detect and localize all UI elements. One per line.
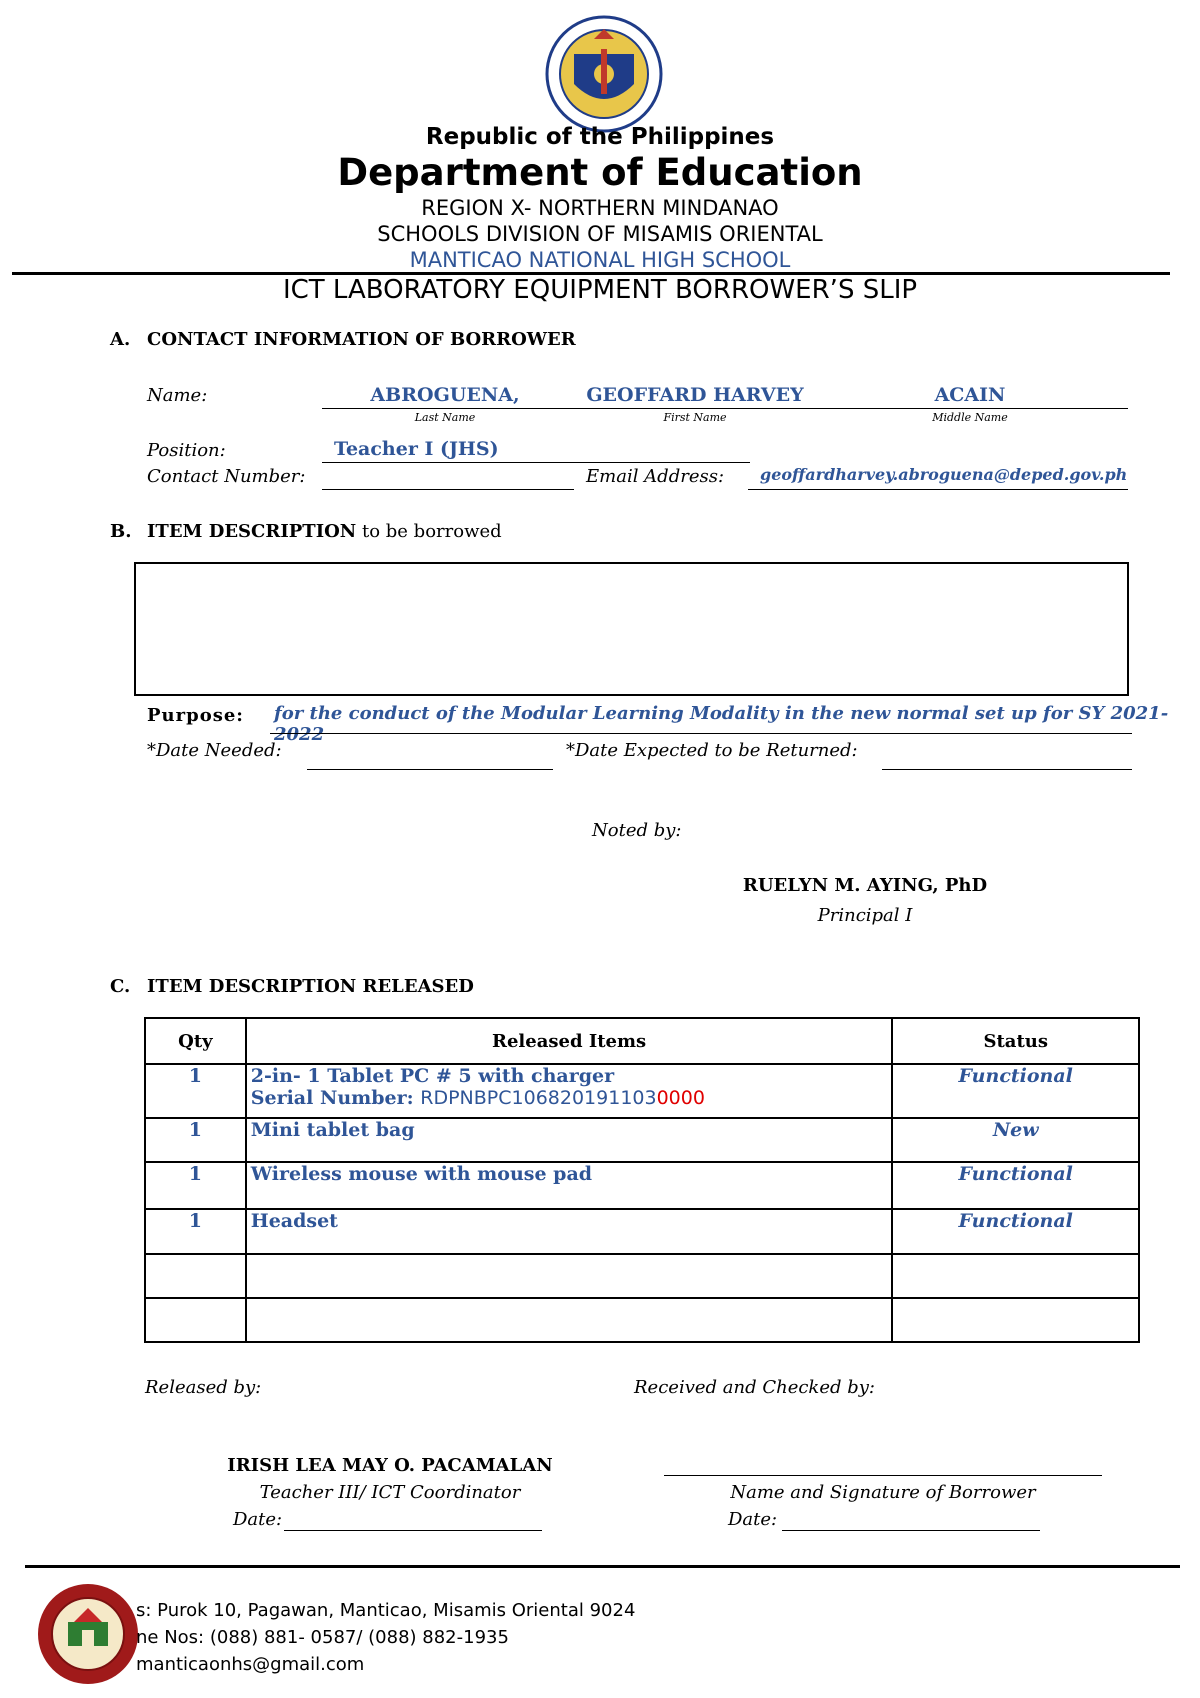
contact-line — [322, 489, 574, 490]
released-by-label: Released by: — [145, 1377, 262, 1398]
released-items-table — [144, 1017, 1140, 1343]
row-qty: 1 — [145, 1162, 246, 1209]
borrower-signature-line — [664, 1475, 1102, 1476]
footer-email: manticaonhs@gmail.com — [136, 1654, 365, 1675]
date-returned-line — [882, 769, 1132, 770]
table-row-empty — [145, 1298, 1139, 1342]
table-row — [145, 1118, 1139, 1162]
row-item-name: 2-in- 1 Tablet PC # 5 with charger — [250, 1065, 615, 1087]
section-b-title-bold: ITEM DESCRIPTION — [147, 521, 357, 542]
serial-label: Serial Number: — [250, 1087, 414, 1109]
footer-address: s: Purok 10, Pagawan, Manticao, Misamis Oriental 9024 — [136, 1600, 636, 1621]
date-needed-label: *Date Needed: — [147, 740, 282, 761]
purpose-line — [270, 733, 1132, 734]
school-seal — [36, 1582, 140, 1686]
last-name-caption: Last Name — [414, 411, 476, 424]
table-row — [145, 1162, 1139, 1209]
date-returned-label: *Date Expected to be Returned: — [566, 740, 858, 761]
middle-name-value: ACAIN — [934, 384, 1006, 406]
section-a-title: CONTACT INFORMATION OF BORROWER — [147, 329, 576, 350]
row-item — [246, 1064, 893, 1118]
row-qty: 1 — [145, 1118, 246, 1162]
serial-suffix: 0000 — [656, 1087, 705, 1109]
section-b-letter: B. — [110, 521, 132, 542]
serial-number — [251, 1087, 888, 1109]
row-item: Headset — [246, 1209, 893, 1254]
footer-phone: ne Nos: (088) 881- 0587/ (088) 882-1935 — [136, 1627, 509, 1648]
name-label: Name: — [147, 385, 208, 406]
table-row — [145, 1064, 1139, 1118]
email-value: geoffardharvey.abroguena@deped.gov.ph — [760, 465, 1128, 484]
releaser-position: Teacher III/ ICT Coordinator — [259, 1482, 521, 1503]
header-division: SCHOOLS DIVISION OF MISAMIS ORIENTAL — [377, 222, 823, 246]
section-c-letter: C. — [110, 976, 131, 997]
releaser-date-line — [284, 1530, 542, 1531]
noted-by-label: Noted by: — [592, 820, 682, 841]
deped-seal — [544, 14, 664, 134]
row-item: Wireless mouse with mouse pad — [246, 1162, 893, 1209]
row-status: Functional — [892, 1162, 1139, 1209]
position-value: Teacher I (JHS) — [334, 438, 499, 460]
received-label: Received and Checked by: — [634, 1377, 875, 1398]
borrower-date-label: Date: — [728, 1509, 778, 1530]
section-a-letter: A. — [110, 329, 131, 350]
row-status: Functional — [892, 1209, 1139, 1254]
purpose-label: Purpose: — [147, 705, 244, 726]
first-name-caption: First Name — [663, 411, 727, 424]
header-republic: Republic of the Philippines — [425, 124, 775, 150]
purpose-value: for the conduct of the Modular Learning Modality in the new normal set up for SY 2021-2022 — [274, 703, 1169, 745]
section-c-title: ITEM DESCRIPTION RELEASED — [147, 976, 474, 997]
header-region: REGION X- NORTHERN MINDANAO — [421, 196, 779, 220]
email-line — [748, 489, 1128, 490]
header-department: Department of Education — [337, 151, 863, 194]
row-qty: 1 — [145, 1209, 246, 1254]
noted-name: RUELYN M. AYING, PhD — [742, 875, 988, 896]
footer-rule — [25, 1565, 1180, 1568]
section-b-title — [147, 521, 502, 542]
table-row-empty — [145, 1254, 1139, 1298]
releaser-date-label: Date: — [233, 1509, 283, 1530]
row-status: New — [892, 1118, 1139, 1162]
serial-prefix: RDPNBPC106820191103 — [420, 1087, 657, 1109]
row-item: Mini tablet bag — [246, 1118, 893, 1162]
col-header-status: Status — [892, 1018, 1139, 1064]
row-status: Functional — [892, 1064, 1139, 1118]
col-header-qty: Qty — [145, 1018, 246, 1064]
row-qty: 1 — [145, 1064, 246, 1118]
noted-position: Principal I — [817, 905, 913, 926]
releaser-name: IRISH LEA MAY O. PACAMALAN — [227, 1455, 553, 1476]
name-line — [322, 408, 1128, 409]
contact-label: Contact Number: — [147, 466, 306, 487]
last-name-value: ABROGUENA, — [370, 384, 520, 406]
header-school: MANTICAO NATIONAL HIGH SCHOOL — [409, 248, 791, 272]
form-title: ICT LABORATORY EQUIPMENT BORROWER’S SLIP — [282, 275, 918, 305]
section-b-title-rest: to be borrowed — [361, 521, 502, 542]
table-row — [145, 1209, 1139, 1254]
table-header-row — [145, 1018, 1139, 1064]
position-line — [322, 462, 750, 463]
borrower-date-line — [782, 1530, 1040, 1531]
item-description-box — [134, 562, 1129, 696]
middle-name-caption: Middle Name — [932, 411, 1008, 424]
date-needed-line — [307, 769, 553, 770]
first-name-value: GEOFFARD HARVEY — [586, 384, 804, 406]
col-header-items: Released Items — [246, 1018, 893, 1064]
borrower-caption: Name and Signature of Borrower — [730, 1482, 1036, 1503]
email-label: Email Address: — [586, 466, 725, 487]
position-label: Position: — [147, 440, 226, 461]
